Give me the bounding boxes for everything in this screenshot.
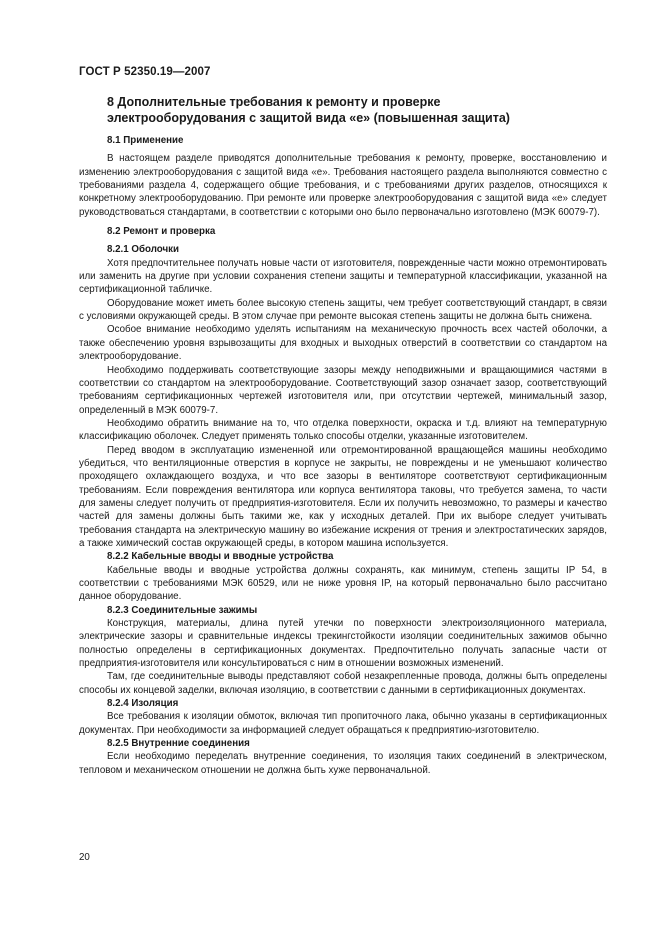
page-content bbox=[79, 94, 607, 777]
paragraph-8-2-5-1: Если необходимо переделать внутренние соединения, то изоляция таких соединений в электрическом, тепловом и механическом отношении не должна быть хуже первоначальной. bbox=[79, 751, 607, 776]
page-number: 20 bbox=[79, 852, 90, 863]
paragraph-8-1-1: В настоящем разделе приводятся дополнительные требования к ремонту, проверке, восстановлению и изменению электрооборудования с защитой вида «е». Требования настоящего раздела выполняются совместно с требованиями раздела 4, содержащего общие требования, и с требованиями других разделов, относящихся к конкретному электрооборудованию. При ремонте или проверке электрооборудования с защитой вида «е» следует руководствоваться стандартами, в соответствии с которыми оно было первоначально изготовлено (МЭК 60079-7). bbox=[79, 153, 607, 218]
document-code-header: ГОСТ Р 52350.19—2007 bbox=[79, 66, 211, 78]
section-8-title bbox=[79, 94, 607, 126]
paragraph-8-2-1-4: Необходимо поддерживать соответствующие зазоры между неподвижными и вращающимися частями в соответствии со стандартом на электрооборудование. Соответствующий зазор означает зазор, соответствующий требованиям сертификационных чертежей изготовителя или, при отсутствии чертежей, минимальный зазор, определенный в МЭК 60079-7. bbox=[79, 364, 607, 416]
paragraph-8-2-1-2: Оборудование может иметь более высокую степень защиты, чем требует соответствующий стандарт, в связи с условиями окружающей среды. В этом случае при ремонте высокая степень защиты не должна быть снижена. bbox=[79, 297, 607, 323]
heading-8-2-1: 8.2.1 Оболочки bbox=[107, 244, 180, 256]
heading-8-2: 8.2 Ремонт и проверка bbox=[107, 226, 216, 238]
paragraph-8-2-4-1: Все требования к изоляции обмоток, включая тип пропиточного лака, обычно указаны в сертификационных документах. При необходимости за информацией следует обращаться к предприятию-изготовителю. bbox=[79, 711, 607, 736]
paragraph-8-2-1-3: Особое внимание необходимо уделять испытаниям на механическую прочность всех частей оболочки, а также обеспечению уровня взрывозащиты для входных и выходных отверстий в соответствии со стандартом на электрооборудование. bbox=[79, 324, 607, 363]
heading-8-2-5: 8.2.5 Внутренние соединения bbox=[107, 738, 250, 750]
heading-8-2-3: 8.2.3 Соединительные зажимы bbox=[107, 604, 258, 616]
paragraph-8-2-2-1: Кабельные вводы и вводные устройства должны сохранять, как минимум, степень защиты IP 54, в соответствии с требованиями МЭК 60529, или не ниже уровня IP, на который первоначально было рассчитано данное оборудование. bbox=[79, 564, 607, 603]
section-8-title-line1: 8 Дополнительные требования к ремонту и проверке bbox=[107, 95, 441, 109]
heading-8-2-4: 8.2.4 Изоляция bbox=[107, 698, 179, 710]
paragraph-8-2-1-1: Хотя предпочтительнее получать новые части от изготовителя, поврежденные части можно отремонтировать или заменить на другие при условии сохранения степени защиты и температурной классификации, указанной на сертификационной табличке. bbox=[79, 257, 607, 296]
paragraph-8-2-1-6: Перед вводом в эксплуатацию измененной или отремонтированной вращающейся машины необходимо убедиться, что вентиляционные отверстия в корпусе не закрыты, не повреждены и не уменьшают количество проходящего охлаждающего воздуха, и что все зазоры в вентиляторе соответствуют сертификационным требованиям. Если повреждения вентилятора или корпуса вентилятора таковы, что требуется замена, то части для замены следует получить от предприятия-изготовителя. Если их получить невозможно, то размеры и качество частей для замены должны быть такими же, как у исходных деталей. При их выборе следует учитывать требования стандарта на электрическую машину во избежание искрения от трения и электростатических зарядов, а также химический состав окружающей среды, в котором машина используется. bbox=[79, 444, 607, 549]
paragraph-8-2-3-2: Там, где соединительные выводы представляют собой незакрепленные провода, должны быть определены способы их концевой заделки, включая изоляцию, в соответствии с данными в сертификационных документах. bbox=[79, 671, 607, 696]
section-8-title-line2: электрооборудования с защитой вида «е» (повышенная защита) bbox=[107, 111, 510, 125]
paragraph-8-2-1-5: Необходимо обратить внимание на то, что отделка поверхности, окраска и т.д. влияют на температурную классификацию оболочек. Следует применять только способы отделки, указанные изготовителем. bbox=[79, 417, 607, 443]
heading-8-2-2: 8.2.2 Кабельные вводы и вводные устройства bbox=[107, 551, 334, 563]
heading-8-1: 8.1 Применение bbox=[107, 135, 184, 146]
paragraph-8-2-3-1: Конструкция, материалы, длина путей утечки по поверхности электроизоляционного материала, электрические зазоры и сравнительные индексы трекингстойкости изоляции соединительных зажимов обычно полностью определены в сертификационных документах. Предпочтительно получать запасные части от предприятия-изготовителя или консультироваться с ним в отношении возможных изменений. bbox=[79, 618, 607, 670]
